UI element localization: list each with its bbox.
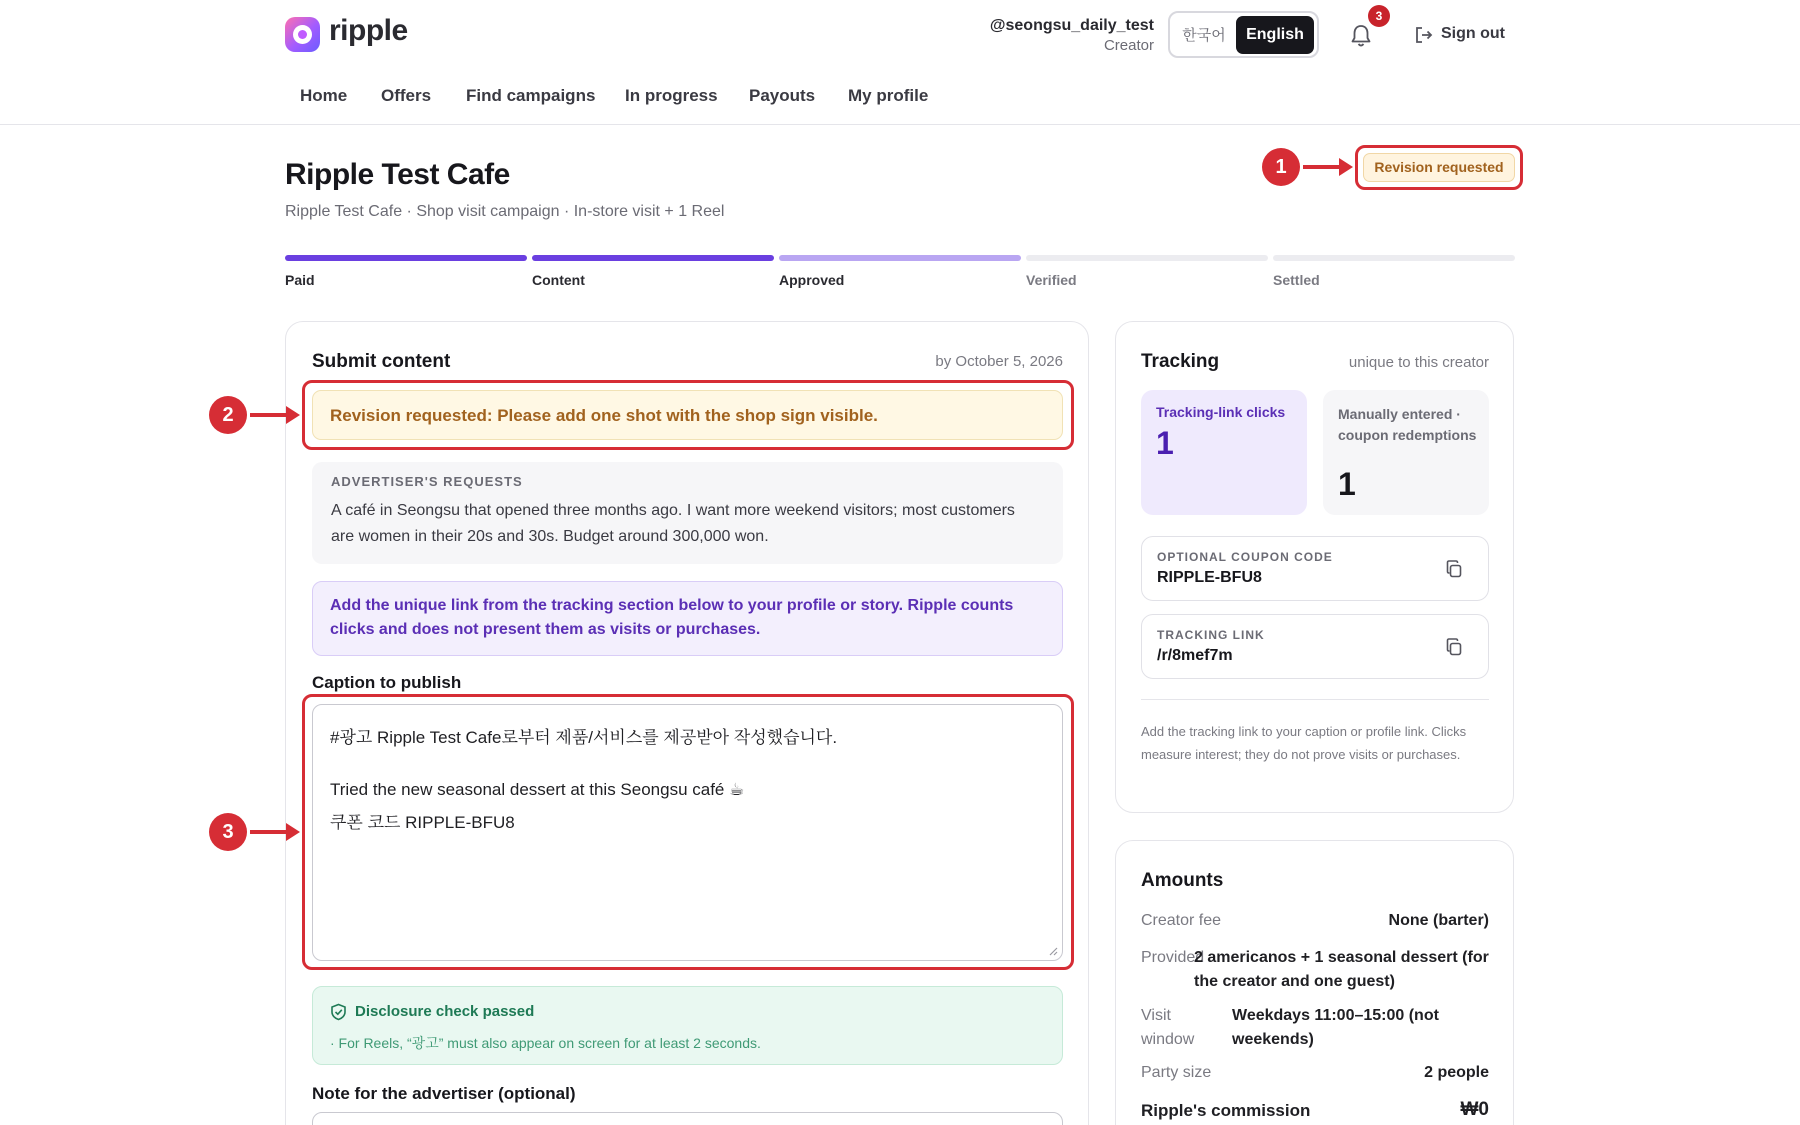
advertiser-requests-label: ADVERTISER'S REQUESTS — [331, 474, 523, 489]
coupon-redemptions-label: Manually entered · coupon redemptions — [1338, 406, 1477, 443]
status-badge: Revision requested — [1363, 153, 1515, 182]
progress-label-approved: Approved — [779, 272, 845, 288]
shield-check-icon — [330, 1003, 347, 1021]
amount-label-party-size: Party size — [1141, 1064, 1212, 1081]
nav-item-my-profile[interactable]: My profile — [848, 86, 929, 105]
progress-label-verified: Verified — [1026, 272, 1077, 288]
copy-tracking-link-icon[interactable] — [1444, 637, 1464, 657]
amounts-title: Amounts — [1141, 870, 1224, 891]
amount-value-creator-fee: None (barter) — [1388, 912, 1489, 929]
coupon-code-label: OPTIONAL COUPON CODE — [1157, 550, 1333, 564]
annotation-arrow-3 — [250, 830, 296, 834]
disclosure-check-note: · For Reels, “광고” must also appear on screen for at least 2 seconds. — [330, 1035, 761, 1051]
language-option-korean[interactable]: 한국어 — [1182, 27, 1226, 44]
tracking-link-value: /r/8mef7m — [1157, 647, 1233, 664]
sign-out-link[interactable]: Sign out — [1441, 25, 1505, 42]
copy-coupon-code-icon[interactable] — [1444, 559, 1464, 579]
revision-message-text: Revision requested: Please add one shot with the shop sign visible. — [330, 406, 878, 425]
coupon-code-value: RIPPLE-BFU8 — [1157, 569, 1262, 586]
progress-label-paid: Paid — [285, 272, 315, 288]
annotation-arrow-2 — [250, 413, 296, 417]
disclosure-check-title: Disclosure check passed — [355, 1003, 535, 1020]
amount-label-creator-fee: Creator fee — [1141, 912, 1222, 929]
caption-line: #광고 Ripple Test Cafe로부터 제품/서비스를 제공받아 작성했습니다. — [330, 728, 838, 747]
progress-segment-approved — [779, 255, 1021, 261]
nav-item-find-campaigns[interactable]: Find campaigns — [466, 86, 596, 105]
sign-out-icon[interactable] — [1414, 25, 1434, 45]
ripple-logo-icon[interactable] — [285, 17, 320, 52]
tracking-clicks-label: Tracking-link clicks — [1156, 404, 1286, 420]
advertiser-note-label: Note for the advertiser (optional) — [312, 1084, 576, 1103]
page-subtitle: Ripple Test Cafe · Shop visit campaign · In-store visit + 1 Reel — [285, 203, 725, 220]
amount-value-commission: ₩0 — [1460, 1099, 1489, 1120]
resize-handle-icon[interactable] — [1048, 946, 1058, 956]
disclosure-check-box — [312, 986, 1063, 1065]
caption-line: 쿠폰 코드 RIPPLE-BFU8 — [330, 813, 515, 832]
submit-content-title: Submit content — [312, 351, 451, 372]
tracking-note: Add the tracking link to your caption or profile link. Clicks measure interest; they do not prove visits or purchases. — [1141, 724, 1467, 762]
amount-value-provided: 2 americanos + 1 seasonal dessert (for the creator and one guest) — [1194, 949, 1489, 990]
tracking-link-notice-text: Add the unique link from the tracking section below to your profile or story. Ripple counts clicks and does not present them as visits or purchases. — [330, 597, 1014, 638]
user-handle: @seongsu_daily_test — [989, 17, 1154, 34]
app-logo-text[interactable]: ripple — [329, 14, 408, 47]
tracking-title: Tracking — [1141, 351, 1220, 372]
nav-item-home[interactable]: Home — [300, 86, 348, 105]
progress-label-settled: Settled — [1273, 272, 1320, 288]
annotation-callout-1: 1 — [1262, 148, 1300, 186]
annotation-callout-3: 3 — [209, 813, 247, 851]
nav-item-in-progress[interactable]: In progress — [625, 86, 718, 105]
progress-segment-verified — [1026, 255, 1268, 261]
page-title: Ripple Test Cafe — [285, 158, 510, 191]
annotation-callout-2: 2 — [209, 396, 247, 434]
progress-label-content: Content — [532, 272, 585, 288]
header-divider — [0, 124, 1800, 125]
tracking-divider — [1141, 699, 1489, 700]
advertiser-requests-text: A café in Seongsu that opened three months ago. I want more weekend visitors; most customers are women in their 20s and 30s. Budget around 300,000 won. — [331, 502, 1015, 545]
amount-label-commission: Ripple's commission — [1141, 1101, 1311, 1120]
amount-label-provided: Provided — [1141, 949, 1205, 966]
coupon-redemptions-value: 1 — [1338, 466, 1356, 502]
caption-label: Caption to publish — [312, 673, 462, 692]
progress-segment-content — [532, 255, 774, 261]
amount-value-party-size: 2 people — [1424, 1064, 1489, 1081]
amount-label-visit-window: Visit window — [1141, 1007, 1195, 1048]
progress-segment-settled — [1273, 255, 1515, 261]
bell-icon[interactable] — [1350, 24, 1372, 48]
language-option-english[interactable]: English — [1236, 16, 1314, 54]
amount-value-visit-window: Weekdays 11:00–15:00 (not weekends) — [1232, 1007, 1439, 1048]
annotation-arrow-1 — [1303, 165, 1349, 169]
caption-line: Tried the new seasonal dessert at this Seongsu café ☕ — [330, 780, 745, 799]
tracking-link-label: TRACKING LINK — [1157, 628, 1265, 642]
user-role: Creator — [1103, 37, 1154, 54]
nav-item-offers[interactable]: Offers — [381, 86, 432, 105]
notification-count-badge: 3 — [1368, 5, 1390, 27]
tracking-subtitle: unique to this creator — [1348, 354, 1489, 371]
nav-item-payouts[interactable]: Payouts — [749, 86, 816, 105]
progress-segment-paid — [285, 255, 527, 261]
submit-deadline: by October 5, 2026 — [935, 353, 1063, 370]
tracking-clicks-value: 1 — [1156, 425, 1174, 461]
advertiser-note-input[interactable] — [312, 1112, 1063, 1125]
